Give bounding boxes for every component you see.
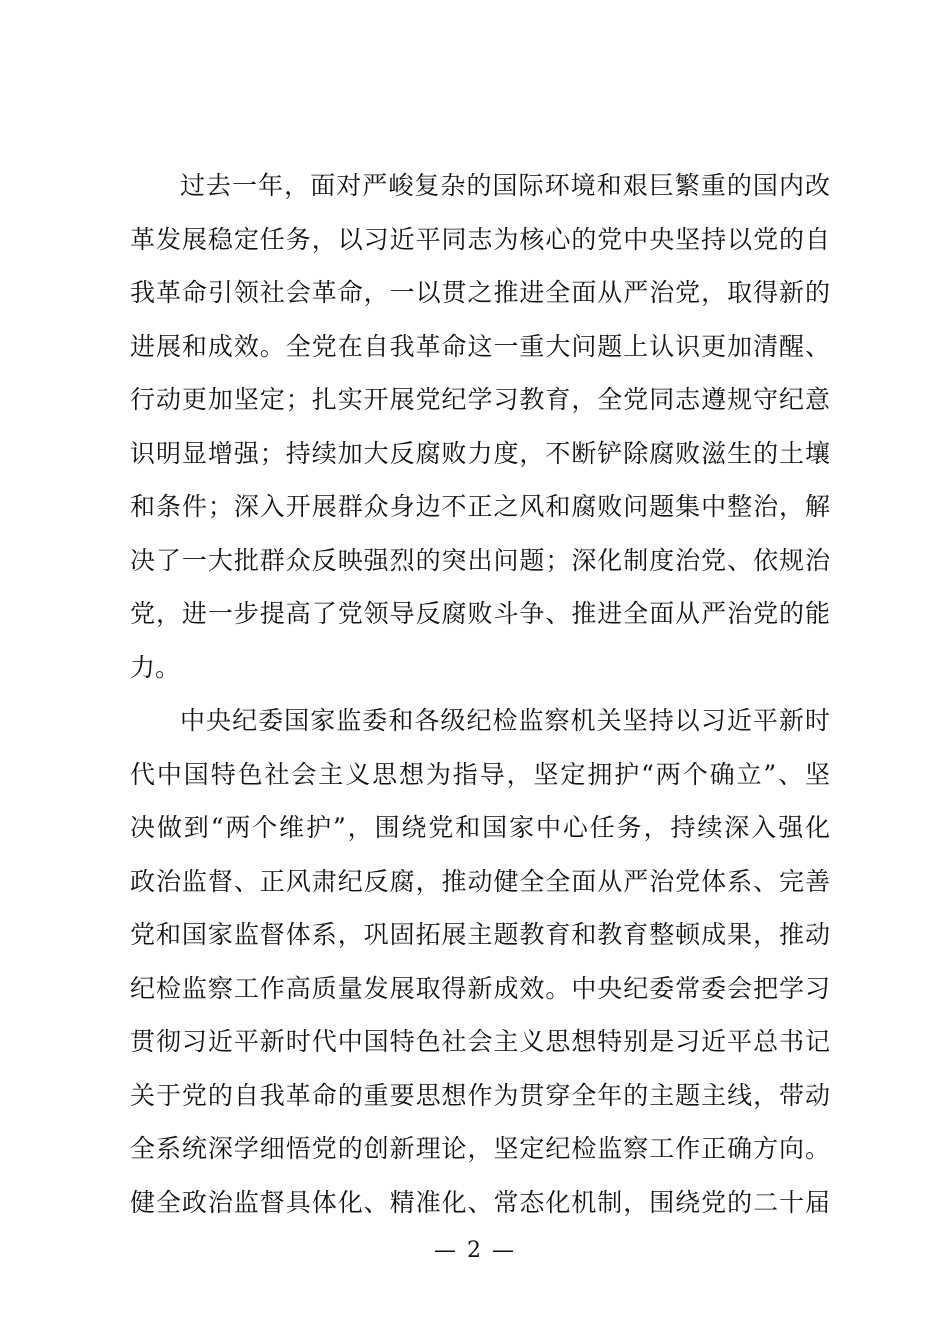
page-number: — 2 — — [434, 1238, 516, 1263]
paragraph-2-line-10: 健全政治监督具体化、精准化、常态化机制，围绕党的二十届 — [130, 1187, 830, 1217]
paragraph-1-line-5: 行动更加坚定；扎实开展党纪学习教育，全党同志遵规守纪意 — [130, 385, 830, 414]
paragraph-1-line-9: 党，进一步提高了党领导反腐败斗争、推进全面从严治党的能 — [130, 599, 830, 628]
paragraph-2-line-6: 纪检监察工作高质量发展取得新成效。中央纪委常委会把学习 — [130, 973, 830, 1003]
paragraph-2-line-1: 中央纪委国家监委和各级纪检监察机关坚持以习近平新时 — [180, 706, 830, 735]
paragraph-2-line-8: 关于党的自我革命的重要思想作为贯穿全年的主题主线，带动 — [130, 1080, 830, 1110]
paragraph-1-line-8: 决了一大批群众反映强烈的突出问题；深化制度治党、依规治 — [130, 545, 830, 575]
paragraph-2-line-3: 决做到“两个维护”，围绕党和国家中心任务，持续深入强化 — [130, 813, 830, 842]
paragraph-1-line-2: 革发展稳定任务，以习近平同志为核心的党中央坚持以党的自 — [130, 224, 830, 254]
paragraph-1-line-7: 和条件；深入开展群众身边不正之风和腐败问题集中整治，解 — [130, 492, 830, 521]
paragraph-2-line-5: 党和国家监督体系，巩固拓展主题教育和教育整顿成果，推动 — [130, 920, 830, 949]
body-text — [130, 159, 830, 1229]
paragraph-1-line-3: 我革命引领社会革命，一以贯之推进全面从严治党，取得新的 — [130, 278, 830, 307]
paragraph-1-line-6: 识明显增强；持续加大反腐败力度，不断铲除腐败滋生的土壤 — [130, 438, 830, 468]
paragraph-2-line-7: 贯彻习近平新时代中国特色社会主义思想特别是习近平总书记 — [130, 1027, 830, 1056]
paragraph-2-line-9: 全系统深学细悟党的创新理论，坚定纪检监察工作正确方向。 — [130, 1134, 830, 1163]
paragraph-2-line-2: 代中国特色社会主义思想为指导，坚定拥护“两个确立”、坚 — [130, 759, 830, 789]
paragraph-2-line-4: 政治监督、正风肃纪反腐，推动健全全面从严治党体系、完善 — [130, 866, 830, 896]
paragraph-1-line-1: 过去一年，面对严峻复杂的国际环境和艰巨繁重的国内改 — [180, 171, 830, 200]
paragraph-1-line-10: 力。 — [130, 652, 181, 682]
paragraph-1-line-4: 进展和成效。全党在自我革命这一重大问题上认识更加清醒、 — [130, 331, 830, 361]
